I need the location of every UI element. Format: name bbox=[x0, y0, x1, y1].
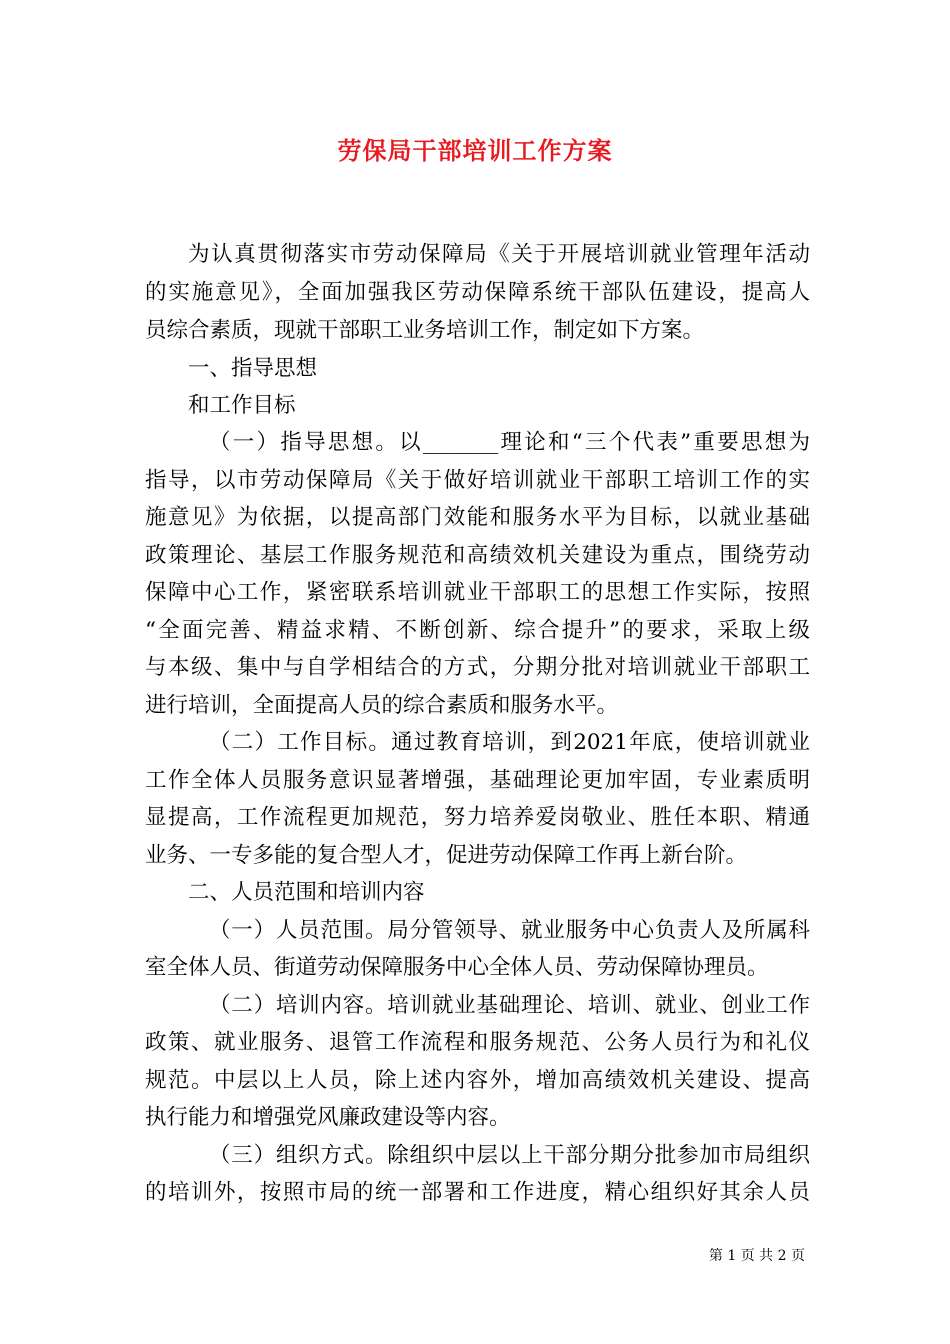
paragraph-line: “全面完善、精益求精、不断创新、综合提升”的要求，采取上级 bbox=[145, 618, 810, 643]
paragraph-line: 为认真贯彻落实市劳动保障局《关于开展培训就业管理年活动 bbox=[188, 242, 810, 267]
paragraph-line: 与本级、集中与自学相结合的方式，分期分批对培训就业干部职工 bbox=[145, 655, 810, 680]
paragraph-line: （一）人员范围。局分管领导、就业服务中心负责人及所属科 bbox=[209, 918, 810, 943]
paragraph-line: 的培训外，按照市局的统一部署和工作进度，精心组织好其余人员 bbox=[145, 1180, 810, 1205]
paragraph-line: 室全体人员、街道劳动保障服务中心全体人员、劳动保障协理员。 bbox=[145, 955, 769, 980]
paragraph-line: （一）指导思想。以_______理论和“三个代表”重要思想为 bbox=[209, 430, 810, 455]
paragraph-line: （三）组织方式。除组织中层以上干部分期分批参加市局组织 bbox=[209, 1143, 810, 1168]
section-heading: 二、人员范围和培训内容 bbox=[188, 880, 425, 905]
paragraph-line: 员综合素质，现就干部职工业务培训工作，制定如下方案。 bbox=[145, 318, 705, 343]
paragraph-line: 工作全体人员服务意识显著增强，基础理论更加牢固，专业素质明 bbox=[145, 768, 810, 793]
paragraph-line: （二）工作目标。通过教育培训，到2021年底，使培训就业 bbox=[209, 730, 810, 755]
paragraph-line: 业务、一专多能的复合型人才，促进劳动保障工作再上新台阶。 bbox=[145, 843, 748, 868]
section-heading: 一、指导思想 bbox=[188, 356, 318, 381]
section-heading: 和工作目标 bbox=[188, 393, 296, 418]
document-title: 劳保局干部培训工作方案 bbox=[337, 136, 613, 165]
paragraph-line: 执行能力和增强党风廉政建设等内容。 bbox=[145, 1105, 511, 1130]
paragraph-line: 规范。中层以上人员，除上述内容外，增加高绩效机关建设、提高 bbox=[145, 1068, 810, 1093]
paragraph-line: 保障中心工作，紧密联系培训就业干部职工的思想工作实际，按照 bbox=[145, 580, 810, 605]
paragraph-line: 的实施意见》，全面加强我区劳动保障系统干部队伍建设，提高人 bbox=[145, 280, 810, 305]
paragraph-line: （二）培训内容。培训就业基础理论、培训、就业、创业工作 bbox=[209, 993, 810, 1018]
paragraph-line: 显提高，工作流程更加规范，努力培养爱岗敬业、胜任本职、精通 bbox=[145, 805, 810, 830]
paragraph-line: 政策、就业服务、退管工作流程和服务规范、公务人员行为和礼仪 bbox=[145, 1030, 810, 1055]
paragraph-line: 指导，以市劳动保障局《关于做好培训就业干部职工培训工作的实 bbox=[145, 468, 810, 493]
page-number: 第 1 页 共 2 页 bbox=[708, 1248, 805, 1264]
paragraph-line: 政策理论、基层工作服务规范和高绩效机关建设为重点，围绕劳动 bbox=[145, 543, 810, 568]
paragraph-line: 施意见》为依据，以提高部门效能和服务水平为目标，以就业基础 bbox=[145, 505, 810, 530]
paragraph-line: 进行培训，全面提高人员的综合素质和服务水平。 bbox=[145, 693, 619, 718]
